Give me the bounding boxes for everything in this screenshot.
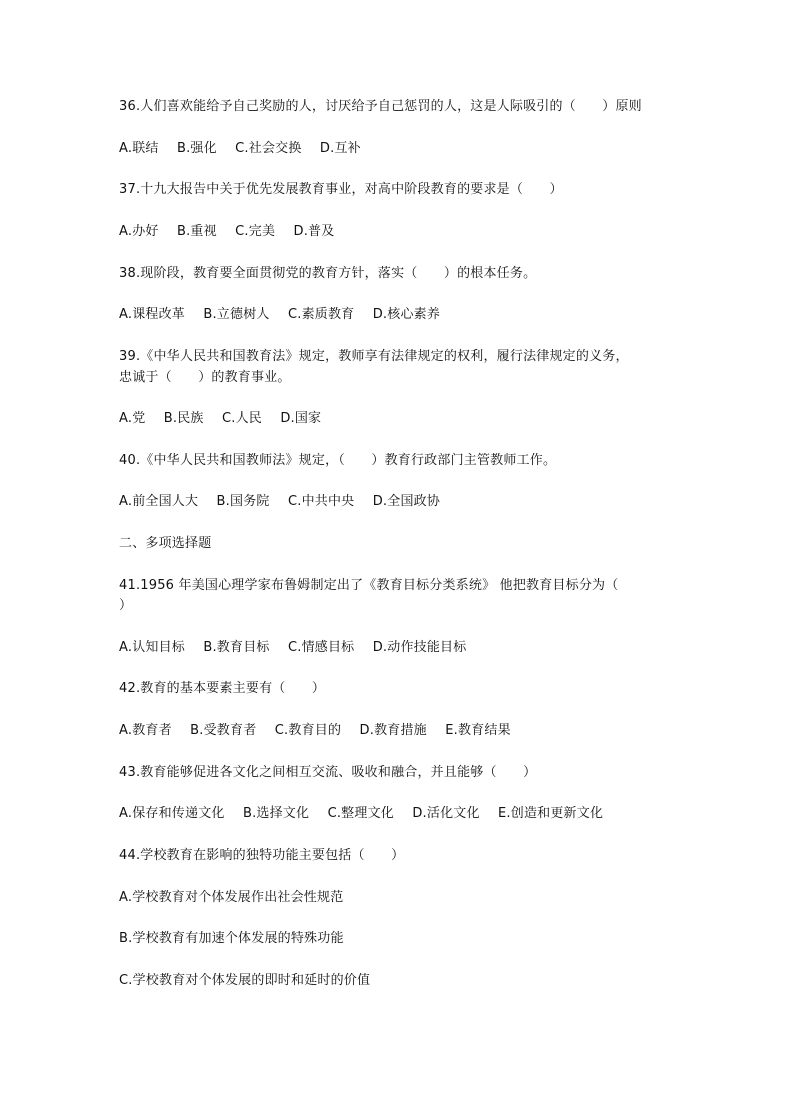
question-37-options: [119, 222, 348, 242]
option-c: C.社会交换: [235, 141, 302, 156]
option-d: D.核心素养: [372, 307, 441, 322]
option-a: A.办好: [119, 224, 159, 239]
question-38-options: [119, 305, 454, 325]
question-42-stem: 42.教育的基本要素主要有（ ）: [119, 681, 326, 696]
option-d: D.动作技能目标: [372, 640, 467, 655]
option-b: B.受教育者: [190, 723, 257, 738]
question-36-options: [119, 139, 375, 159]
option-d: D.教育措施: [359, 723, 427, 738]
question-41-stem-line1: 41.1956 年美国心理学家布鲁姆制定出了《教育目标分类系统》 他把教育目标分为（: [119, 578, 619, 593]
option-a: A.党: [119, 411, 146, 426]
option-b: B.强化: [176, 141, 217, 156]
question-41-stem-line2: ）: [119, 598, 133, 613]
question-39-stem-line2: 忠诚于（ ）的教育事业。: [119, 370, 291, 385]
question-44-stem: 44.学校教育在影响的独特功能主要包括（ ）: [119, 848, 405, 863]
option-c: C.素质教育: [287, 307, 355, 322]
question-37-stem: 37.十九大报告中关于优先发展教育事业，对高中阶段教育的要求是（ ）: [119, 182, 563, 197]
question-44-option-a: A.学校教育对个体发展作出社会性规范: [119, 890, 344, 905]
option-a: A.课程改革: [119, 307, 185, 322]
option-b: B.重视: [176, 224, 217, 239]
question-36-stem: 36.人们喜欢能给予自己奖励的人，讨厌给予自己惩罚的人，这是人际吸引的（ ）原则: [119, 99, 642, 114]
option-d: D.互补: [319, 141, 361, 156]
option-b: B.国务院: [216, 494, 270, 509]
option-a: A.联结: [119, 141, 159, 156]
question-43-stem: 43.教育能够促进各文化之间相互交流、吸收和融合，并且能够（ ）: [119, 765, 537, 780]
question-39-stem-line1: 39.《中华人民共和国教育法》规定，教师享有法律规定的权利，履行法律规定的义务，: [119, 349, 629, 364]
question-41-options: [119, 638, 480, 658]
option-b: B.民族: [163, 411, 204, 426]
option-b: B.选择文化: [242, 806, 310, 821]
question-38-stem: 38.现阶段，教育要全面贯彻党的教育方针，落实（ ）的根本任务。: [119, 266, 537, 281]
question-42-options: [119, 721, 525, 741]
option-a: A.前全国人大: [119, 494, 199, 509]
question-40-stem: 40.《中华人民共和国教师法》规定，（ ）教育行政部门主管教师工作。: [119, 453, 557, 468]
option-d: D.活化文化: [412, 806, 480, 821]
option-d: D.普及: [293, 224, 335, 239]
option-a: A.教育者: [119, 723, 172, 738]
question-43-options: [119, 804, 617, 824]
question-40-options: [119, 492, 454, 512]
option-b: B.教育目标: [203, 640, 270, 655]
option-e: E.创造和更新文化: [498, 806, 604, 821]
option-e: E.教育结果: [445, 723, 511, 738]
option-c: C.教育目的: [274, 723, 342, 738]
option-b: B.立德树人: [203, 307, 270, 322]
question-39-options: [119, 409, 335, 429]
option-a: A.保存和传递文化: [119, 806, 225, 821]
option-c: C.完美: [235, 224, 276, 239]
question-44-option-c: C.学校教育对个体发展的即时和延时的价值: [119, 973, 371, 988]
option-a: A.认知目标: [119, 640, 185, 655]
option-d: D.国家: [280, 411, 322, 426]
option-c: C.情感目标: [287, 640, 355, 655]
option-c: C.整理文化: [327, 806, 394, 821]
question-44-option-b: B.学校教育有加速个体发展的特殊功能: [119, 931, 344, 946]
option-c: C.中共中央: [287, 494, 355, 509]
option-d: D.全国政协: [372, 494, 441, 509]
section-heading: 二、多项选择题: [119, 536, 212, 551]
option-c: C.人民: [221, 411, 262, 426]
